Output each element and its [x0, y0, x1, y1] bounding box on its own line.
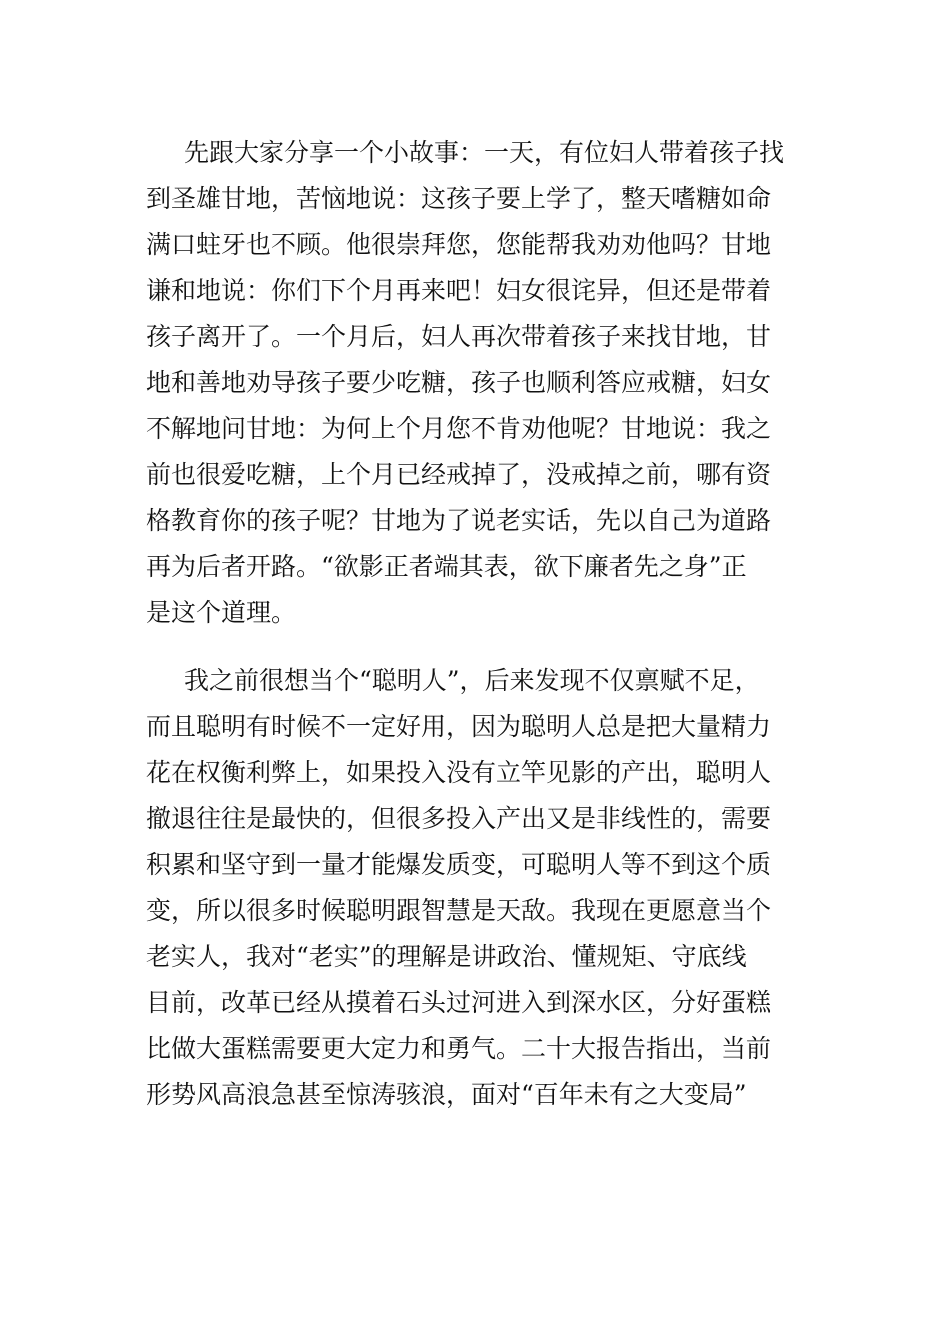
- paragraph-line: 前也很爱吃糖，上个月已经戒掉了，没戒掉之前，哪有资: [146, 460, 772, 489]
- paragraph-line: 格教育你的孩子呢？甘地为了说老实话，先以自己为道路: [146, 506, 772, 535]
- paragraph-1: [146, 130, 806, 636]
- paragraph-line: 不解地问甘地：为何上个月您不肯劝他呢？甘地说：我之: [146, 414, 772, 443]
- paragraph-line: 形势风高浪急甚至惊涛骇浪，面对“百年未有之大变局”: [146, 1080, 747, 1109]
- paragraph-line: 我之前很想当个“聪明人”，后来发现不仅禀赋不足，: [184, 666, 760, 695]
- paragraph-line: 积累和坚守到一量才能爆发质变，可聪明人等不到这个质: [146, 850, 772, 879]
- paragraph-line: 变，所以很多时候聪明跟智慧是天敌。我现在更愿意当个: [146, 896, 772, 925]
- paragraph-line: 到圣雄甘地，苦恼地说：这孩子要上学了，整天嗜糖如命: [146, 184, 772, 213]
- document-body: [146, 130, 806, 1118]
- paragraph-line: 老实人，我对“老实”的理解是讲政治、懂规矩、守底线: [146, 942, 747, 971]
- paragraph-line: 孩子离开了。一个月后，妇人再次带着孩子来找甘地，甘: [146, 322, 772, 351]
- paragraph-line: 目前，改革已经从摸着石头过河进入到深水区，分好蛋糕: [146, 988, 772, 1017]
- paragraph-line: 先跟大家分享一个小故事：一天，有位妇人带着孩子找: [184, 138, 785, 167]
- paragraph-line: 比做大蛋糕需要更大定力和勇气。二十大报告指出，当前: [146, 1034, 772, 1063]
- paragraph-spacer: [146, 636, 806, 658]
- paragraph-line: 而且聪明有时候不一定好用，因为聪明人总是把大量精力: [146, 712, 772, 741]
- paragraph-line: 再为后者开路。“欲影正者端其表，欲下廉者先之身”正: [146, 552, 747, 581]
- paragraph-line: 地和善地劝导孩子要少吃糖，孩子也顺利答应戒糖，妇女: [146, 368, 772, 397]
- paragraph-2: [146, 658, 806, 1118]
- paragraph-line: 谦和地说：你们下个月再来吧！妇女很诧异，但还是带着: [146, 276, 772, 305]
- paragraph-line: 满口蛀牙也不顾。他很崇拜您，您能帮我劝劝他吗？甘地: [146, 230, 772, 259]
- paragraph-line: 是这个道理。: [146, 598, 297, 627]
- paragraph-line: 花在权衡利弊上，如果投入没有立竿见影的产出，聪明人: [146, 758, 772, 787]
- paragraph-line: 撤退往往是最快的，但很多投入产出又是非线性的，需要: [146, 804, 772, 833]
